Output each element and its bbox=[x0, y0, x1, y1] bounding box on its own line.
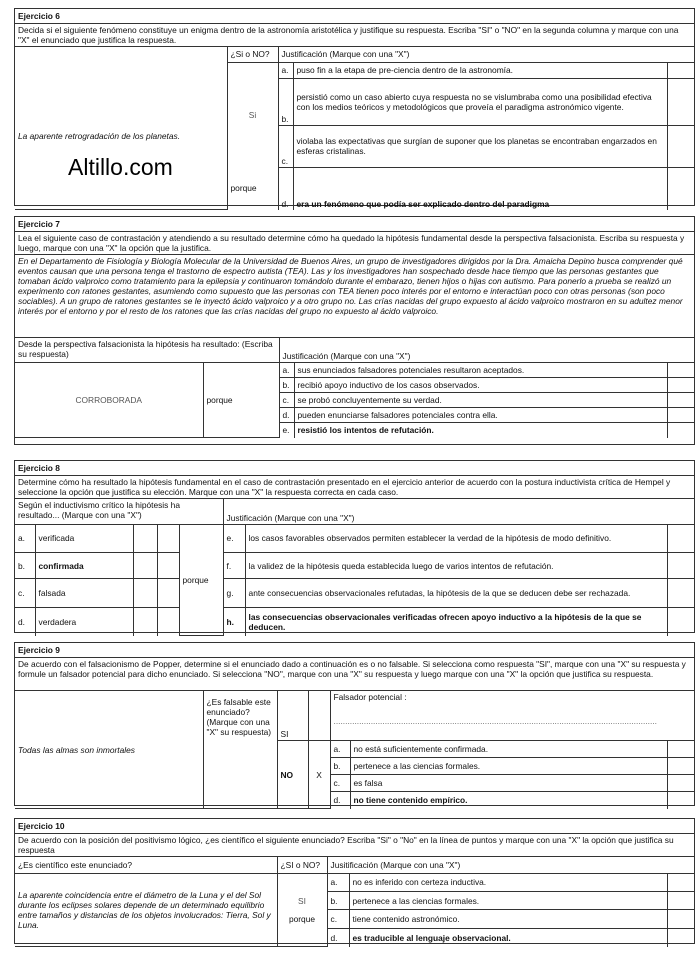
ej10-mark-box[interactable] bbox=[668, 891, 694, 909]
ejercicio-8 bbox=[14, 460, 695, 633]
ejercicio-7-table bbox=[15, 338, 694, 438]
ej6-opt-text: persistió como un caso abierto cuya respuesta no se vislumbraba como una posibilidad efectiva con los medios teóricos y metodológicos que proveía el paradigma astronómico vigente. bbox=[293, 79, 668, 126]
ejercicio-9 bbox=[14, 642, 695, 806]
ej6-opt-text: era un fenómeno que podía ser explicado dentro del paradigma bbox=[293, 167, 668, 209]
ej10-opt-letter: c. bbox=[327, 910, 349, 928]
ej7-opt-letter: c. bbox=[279, 392, 294, 407]
ej8-left-letter: a. bbox=[15, 524, 35, 552]
ej8-left-mark-box[interactable] bbox=[133, 553, 157, 579]
ej8-right-letter: h. bbox=[223, 607, 245, 635]
ej10-opt-text: no es inferido con certeza inductiva. bbox=[349, 873, 668, 891]
ej8-spacer bbox=[157, 607, 179, 635]
ejercicio-7-title: Ejercicio 7 bbox=[15, 217, 694, 232]
ej9-opt-letter: a. bbox=[330, 741, 350, 758]
ej8-right-text: ante consecuencias observacionales refutadas, la hipótesis de la que se deducen debe ser rechazada. bbox=[245, 579, 668, 607]
ej8-col-left: Según el inductivismo crítico la hipótesis ha resultado... (Marque con una "X") bbox=[15, 499, 223, 524]
ej10-statement: La aparente coincidencia entre el diámetro de la Luna y el del Sol durante los eclipses solares depende de un determinado equilibrio entre tamaños y distancias de los objetos involucrados: Tierra, Sol y Luna. bbox=[15, 873, 277, 946]
ej8-right-text: las consecuencias observacionales verificadas ofrecen apoyo inductivo a la hipótesis de la que se deducen. bbox=[245, 607, 668, 635]
ej8-left-mark-box[interactable] bbox=[133, 579, 157, 607]
ej8-spacer bbox=[157, 524, 179, 552]
ej7-opt-text: pueden enunciarse falsadores potenciales contra ella. bbox=[294, 407, 668, 422]
ej7-mark-box[interactable] bbox=[668, 422, 694, 437]
ej6-statement: La aparente retrogradación de los planetas. bbox=[15, 62, 227, 209]
ej6-answer[interactable]: Si bbox=[227, 62, 278, 167]
ej7-mark-box[interactable] bbox=[668, 407, 694, 422]
ej9-falsador-line[interactable]: ........................................................................................................................................... bbox=[333, 716, 657, 726]
ej7-opt-text: resistió los intentos de refutación. bbox=[294, 422, 668, 437]
ej8-col-just: Justificación (Marque con una "X") bbox=[223, 499, 694, 524]
ej8-spacer bbox=[157, 579, 179, 607]
ejercicio-6-title: Ejercicio 6 bbox=[15, 9, 694, 24]
ej10-mark-box[interactable] bbox=[668, 910, 694, 928]
ej7-col-left: Desde la perspectiva falsacionista la hipótesis ha resultado: (Escriba su respuesta) bbox=[15, 338, 279, 362]
ej8-right-letter: f. bbox=[223, 553, 245, 579]
ej8-left-letter: d. bbox=[15, 607, 35, 635]
ej9-si-label: SI bbox=[277, 691, 308, 741]
ej6-mark-box[interactable] bbox=[668, 79, 694, 126]
ej10-col-sino: ¿SI o NO? bbox=[277, 857, 327, 873]
ej8-right-letter: e. bbox=[223, 524, 245, 552]
ej8-right-text: los casos favorables observados permiten establecer la verdad de la hipótesis de modo definitivo. bbox=[245, 524, 668, 552]
ej9-question: ¿Es falsable este enunciado? (Marque con una "X" su respuesta) bbox=[203, 691, 277, 809]
ej7-col-just: Justificación (Marque con una "X") bbox=[279, 338, 694, 362]
ejercicio-9-instructions: De acuerdo con el falsacionismo de Popper, determine si el enunciado dado a continuación es o no falsable. Si selecciona como respuesta "SI", marque con una "X" su respuesta y formule un falsador potencial para dicho enunciado. Si selecciona "NO", marque con una "X" su respuesta y luego marque con una "X" la opción que justifica su respuesta. bbox=[15, 658, 694, 691]
ej8-right-letter: g. bbox=[223, 579, 245, 607]
ej10-mark-box[interactable] bbox=[668, 928, 694, 946]
ejercicio-10-table bbox=[15, 857, 694, 947]
ej9-si-mark-box[interactable] bbox=[308, 691, 330, 741]
ej9-statement: Todas las almas son inmortales bbox=[15, 691, 203, 809]
ej6-opt-text: violaba las expectativas que surgían de suponer que los planetas se encontraban engarzados en esferas cristalinas. bbox=[293, 125, 668, 167]
ej9-mark-box[interactable] bbox=[668, 758, 694, 775]
ej6-opt-text: puso fin a la etapa de pre-ciencia dentro de la astronomía. bbox=[293, 62, 668, 78]
ejercicio-8-instructions: Determine cómo ha resultado la hipótesis fundamental en el caso de contrastación presentado en el ejercicio anterior de acuerdo con la postura inductivista crítica de Hempel y seleccione la opción que justifica su elección. Marque con una "X" la respuesta correcta en cada caso. bbox=[15, 476, 694, 499]
ejercicio-10-instructions: De acuerdo con la posición del positivismo lógico, ¿es científico el siguiente enunciado? Escriba "Si" o "No" en la línea de puntos y marque con una "X" la opción que justifica su respuesta bbox=[15, 834, 694, 857]
ej8-porque: porque bbox=[179, 524, 223, 635]
ejercicio-10 bbox=[14, 818, 695, 944]
ej7-mark-box[interactable] bbox=[668, 362, 694, 377]
ej8-left-text: verdadera bbox=[35, 607, 133, 635]
ej9-mark-box[interactable] bbox=[668, 775, 694, 792]
ej9-falsador-label: Falsador potencial : bbox=[333, 692, 407, 702]
ej6-porque: porque bbox=[227, 167, 278, 209]
ej9-opt-letter: c. bbox=[330, 775, 350, 792]
altillo-logo: Altillo.com bbox=[68, 154, 173, 180]
ej10-answer[interactable]: SI bbox=[298, 895, 306, 906]
ej9-opt-letter: b. bbox=[330, 758, 350, 775]
ej8-left-text: confirmada bbox=[35, 553, 133, 579]
ej7-opt-text: sus enunciados falsadores potenciales resultaron aceptados. bbox=[294, 362, 668, 377]
ej10-opt-letter: b. bbox=[327, 891, 349, 909]
ej10-opt-letter: d. bbox=[327, 928, 349, 946]
ej7-porque: porque bbox=[203, 362, 279, 437]
ejercicio-9-table bbox=[15, 691, 694, 809]
ej7-opt-text: recibió apoyo inductivo de los casos observados. bbox=[294, 377, 668, 392]
ej6-opt-letter: c. bbox=[278, 125, 293, 167]
ej7-opt-letter: d. bbox=[279, 407, 294, 422]
ej6-mark-box[interactable] bbox=[668, 167, 694, 209]
ejercicio-6-instructions: Decida si el siguiente fenómeno constituye un enigma dentro de la astronomía aristotélica y justifique su respuesta. Escriba "SI" o "NO" en la segunda columna y marque con una "X" el enunciado que justifica la respuesta. bbox=[15, 24, 694, 47]
ejercicio-7-instructions: Lea el siguiente caso de contrastación y atendiendo a su resultado determine cómo ha quedado la hipótesis fundamental desde la perspectiva falsacionista. Escriba su respuesta y luego, marque con una "X" la opción que la justifica. bbox=[15, 232, 694, 255]
ej10-col-left: ¿Es científico este enunciado? bbox=[15, 857, 277, 873]
ej10-opt-text: tiene contenido astronómico. bbox=[349, 910, 668, 928]
ej8-left-text: falsada bbox=[35, 579, 133, 607]
ej7-opt-letter: b. bbox=[279, 377, 294, 392]
ej8-right-mark-box[interactable] bbox=[668, 524, 694, 552]
ejercicio-7-case: En el Departamento de Fisiología y Biología Molecular de la Universidad de Buenos Aires, un grupo de investigadores dirigidos por la Dra. Amaicha Depino busca comprender qué eventos causan que una persona tenga el trastorno de espectro autista (TEA). Las y los investigadores han sospechado desde hace tiempo que las personas gestantes que tomaban ácido valproico como tratamiento para la epilepsia y continuaron tomándolo durante el embarazo, tienen hijos o hijas con autismo. Para ponerlo a prueba se realizó un experimento con ratones gestantes, asumiendo como supuesto que las personas con TEA tienen poco interés por el entorno e interactúan poco con otras personas (son poco sociables). A un grupo de ratones gestantes se le inyectó ácido valproico y a otro grupo no. Las crías nacidas del grupo expuesto al ácido valproico mostraron en su adultez menor interés por el entorno y por el resto de los ratones que las crías nacidas del grupo no expuesto al ácido valproico. bbox=[15, 255, 694, 338]
ej10-opt-text: es traducible al lenguaje observacional. bbox=[349, 928, 668, 946]
ej7-opt-letter: e. bbox=[279, 422, 294, 437]
ejercicio-6-table bbox=[15, 47, 694, 210]
ej7-opt-letter: a. bbox=[279, 362, 294, 377]
ej10-porque: porque bbox=[288, 913, 316, 924]
ej6-opt-letter: b. bbox=[278, 79, 293, 126]
ej8-left-letter: c. bbox=[15, 579, 35, 607]
ej9-opt-letter: d. bbox=[330, 792, 350, 809]
ej9-opt-text: pertenece a las ciencias formales. bbox=[350, 758, 668, 775]
ej9-opt-text: no está suficientemente confirmada. bbox=[350, 741, 668, 758]
ej8-left-mark-box[interactable] bbox=[133, 607, 157, 635]
ej9-no-mark[interactable]: X bbox=[308, 741, 330, 809]
ej9-mark-box[interactable] bbox=[668, 741, 694, 758]
ej8-right-mark-box[interactable] bbox=[668, 553, 694, 579]
ej6-opt-letter: d. bbox=[278, 167, 293, 209]
ejercicio-8-table bbox=[15, 499, 694, 636]
ej9-opt-text: es falsa bbox=[350, 775, 668, 792]
ej8-left-text: verificada bbox=[35, 524, 133, 552]
ej8-spacer bbox=[157, 553, 179, 579]
ej6-mark-box[interactable] bbox=[668, 62, 694, 78]
ej8-right-mark-box[interactable] bbox=[668, 579, 694, 607]
ej6-col-sino: ¿Si o NO? bbox=[227, 47, 278, 62]
ej10-answer-cell[interactable] bbox=[277, 873, 327, 946]
ej6-blank-header bbox=[15, 47, 227, 62]
ej9-no-label: NO bbox=[277, 741, 308, 809]
ej7-mark-box[interactable] bbox=[668, 392, 694, 407]
ej6-mark-box[interactable] bbox=[668, 125, 694, 167]
ejercicio-10-title: Ejercicio 10 bbox=[15, 819, 694, 834]
ej6-col-just: Justificación (Marque con una "X") bbox=[278, 47, 694, 62]
ej8-left-letter: b. bbox=[15, 553, 35, 579]
ej8-right-text: la validez de la hipótesis queda establecida luego de varios intentos de refutación. bbox=[245, 553, 668, 579]
ej7-answer[interactable]: CORROBORADA bbox=[15, 362, 203, 437]
ej7-opt-text: se probó concluyentemente su verdad. bbox=[294, 392, 668, 407]
ej7-mark-box[interactable] bbox=[668, 377, 694, 392]
ej8-left-mark-box[interactable] bbox=[133, 524, 157, 552]
ej9-falsador[interactable] bbox=[330, 691, 694, 741]
ejercicio-9-title: Ejercicio 9 bbox=[15, 643, 694, 658]
ej8-right-mark-box[interactable] bbox=[668, 607, 694, 635]
ej9-opt-text: no tiene contenido empírico. bbox=[350, 792, 668, 809]
ej10-col-just: Jusitificación (Marque con una "X") bbox=[327, 857, 694, 873]
ej10-opt-text: pertenece a las ciencias formales. bbox=[349, 891, 668, 909]
ej10-opt-letter: a. bbox=[327, 873, 349, 891]
ej6-opt-letter: a. bbox=[278, 62, 293, 78]
ejercicio-8-title: Ejercicio 8 bbox=[15, 461, 694, 476]
ej9-mark-box[interactable] bbox=[668, 792, 694, 809]
ejercicio-7 bbox=[14, 216, 695, 445]
ej10-mark-box[interactable] bbox=[668, 873, 694, 891]
